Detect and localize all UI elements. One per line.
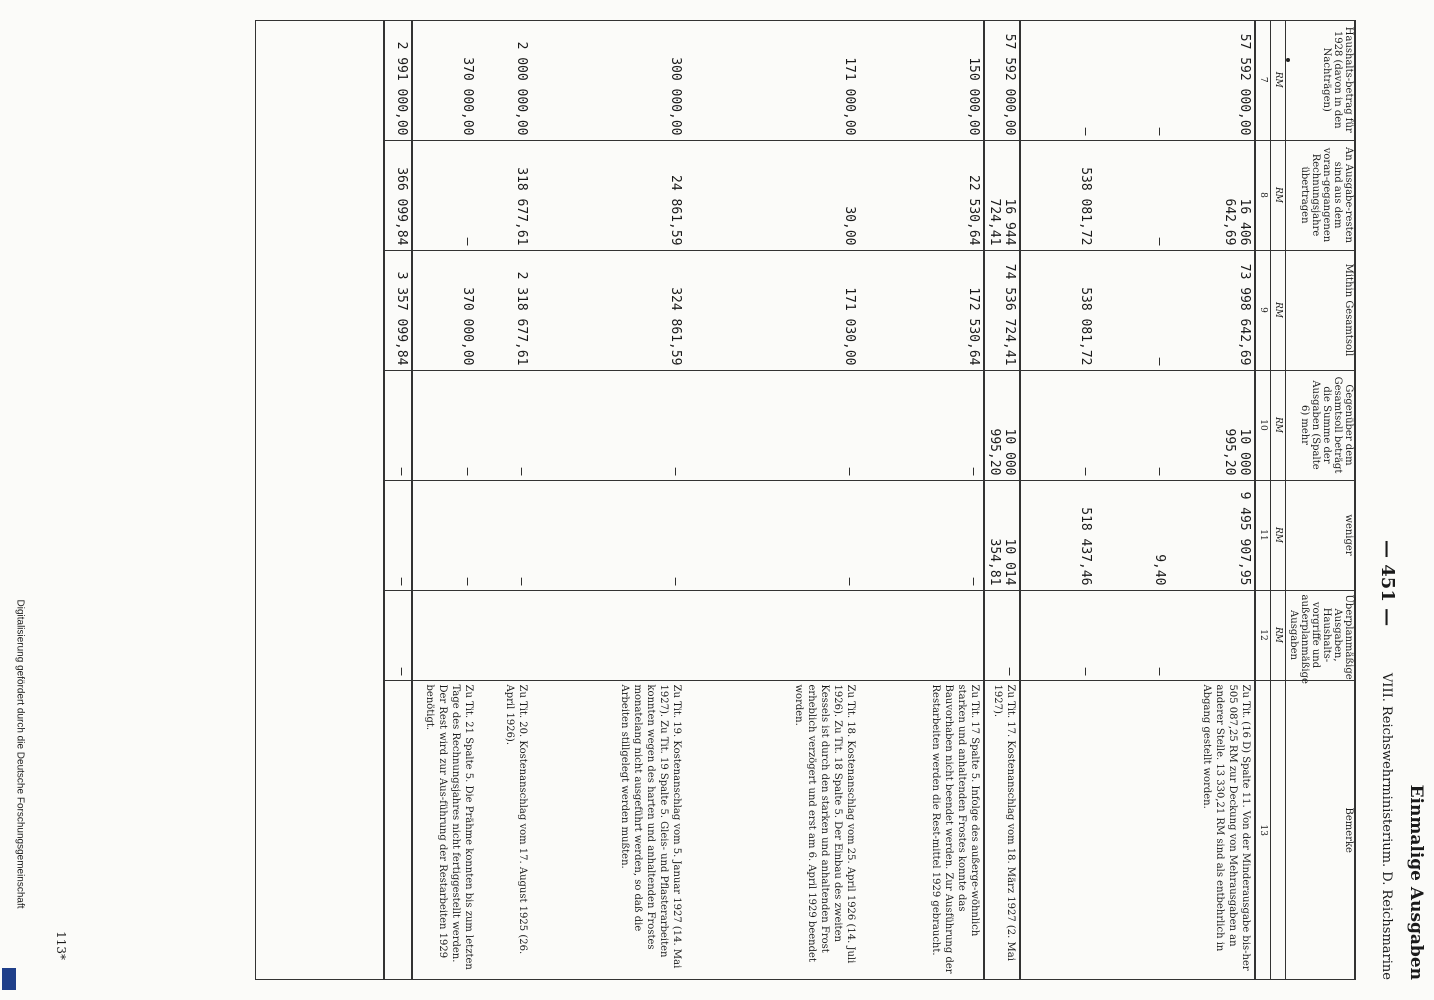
cell-c9: 172 530,64 xyxy=(859,250,984,370)
cell-c9: 2 318 677,61 xyxy=(477,250,531,370)
cell-c7: 2 000 000,00 xyxy=(477,20,531,140)
cell-c9: — xyxy=(1095,250,1169,370)
cell-c10: 10 000 995,20 xyxy=(1169,370,1255,480)
cell-c7: 171 000,00 xyxy=(685,20,859,140)
unit-10: RM xyxy=(1271,370,1286,480)
cell-c8: 16 406 642,69 xyxy=(1169,140,1255,250)
cell-remark: Zu Tit. (16 D) Spalte 11. Von der Minderausgabe bis-her 505 087,25 RM zur Deckung von Mehrausgaben an anderer Stelle. 13 330,21 RM sind als entbehrlich in Abgang gestellt worden. xyxy=(1201,684,1251,971)
cell-remark: Zu Tit. 19. Kostenanschlag vom 5. Januar 1927 (14. Mai 1927). Zu Tit. 19 Spalte 5. Gleis- und Pflasterarbeiten konnten wegen des harten und anhaltenden Frostes monatelang nicht ausgeführt werden, so daß die Arbeiten stillgelegt werden mußten. xyxy=(619,684,682,969)
cell-c8: 318 677,61 xyxy=(477,140,531,250)
cell-c11: — xyxy=(531,480,685,590)
cell-c8: 24 861,59 xyxy=(531,140,685,250)
cell-c10: — xyxy=(412,370,477,480)
unit-8: RM xyxy=(1271,140,1286,250)
table-row xyxy=(1169,20,1255,980)
page-number: 113* xyxy=(54,931,68,960)
table-units-row xyxy=(1271,20,1286,980)
cell-c11: — xyxy=(384,480,412,590)
cell-c12 xyxy=(859,590,984,680)
cell-c11: — xyxy=(685,480,859,590)
table-row xyxy=(412,20,477,980)
cell-c9: 74 536 724,41 xyxy=(984,250,1020,370)
table-sum-row xyxy=(384,20,412,980)
cell-c7: 57 592 000,00 xyxy=(1169,20,1255,140)
cell-c12 xyxy=(477,590,531,680)
cell-c7: — xyxy=(1095,20,1169,140)
cell-c9: 3 357 099,84 xyxy=(384,250,412,370)
page-subheader xyxy=(1376,20,1398,980)
dfg-logo xyxy=(2,968,16,990)
colnum-11: 11 xyxy=(1255,480,1271,590)
cell-c12: — xyxy=(384,590,412,680)
table-colnum-row xyxy=(1255,20,1271,980)
unit-13 xyxy=(1271,680,1286,980)
unit-12: RM xyxy=(1271,590,1286,680)
col-header-9: Mithin Gesamtsoll xyxy=(1286,250,1357,370)
cell-remark xyxy=(1095,680,1169,980)
cell-c7: — xyxy=(1020,20,1095,140)
cell-remark: Zu Tit. 17 Spalte 5. Infolge des außerge-wöhnlich starken und anhaltenden Frostes konnte das Bauvorhaben nicht beendet werden. Zur Ausführung der Restarbeiten werden die Rest-mittel 1929 gebraucht. xyxy=(930,684,980,974)
cell-remark xyxy=(1020,680,1095,980)
cell-c9: 73 998 642,69 xyxy=(1169,250,1255,370)
cell-c12: — xyxy=(1020,590,1095,680)
table-sum-row xyxy=(984,20,1020,980)
col-header-8: An Ausgabe-resten sind aus dem voran-gegangenen Rechnungsjahre übertragen xyxy=(1286,140,1357,250)
cell-remark: Zu Tit. 18. Kostenanschlag vom 25. April 1926 (14. Juli 1926). Zu Tit. 18 Spalte 5. Der Einbau des zweiten Kessels ist durch den starken und anhaltenden Frost erheblich verzögert und erst am 6. April 1929 beendet worden. xyxy=(793,684,856,964)
colnum-13: 13 xyxy=(1255,680,1271,980)
colnum-7: 7 xyxy=(1255,20,1271,140)
cell-c12 xyxy=(531,590,685,680)
cell-c8: 30,00 xyxy=(685,140,859,250)
cell-c12: — xyxy=(1095,590,1169,680)
cell-c9: 171 030,00 xyxy=(685,250,859,370)
col-header-12: Überplanmäßige Ausgaben, Haushalts-vorgriffe und außerplanmäßige Ausgaben xyxy=(1286,590,1357,680)
cell-c7: 57 592 000,00 xyxy=(984,20,1020,140)
table-row xyxy=(859,20,984,980)
cell-c12 xyxy=(685,590,859,680)
cell-c8: — xyxy=(412,140,477,250)
cell-c11: 9,40 xyxy=(1095,480,1169,590)
cell-c9: 538 081,72 xyxy=(1020,250,1095,370)
cell-c11: 10 014 354,81 xyxy=(984,480,1020,590)
digitization-credit xyxy=(8,599,26,990)
table-row xyxy=(1095,20,1169,980)
cell-c8: 16 944 724,41 xyxy=(984,140,1020,250)
cell-c12 xyxy=(1169,590,1255,680)
cell-c8: 366 099,84 xyxy=(384,140,412,250)
cell-c11: — xyxy=(412,480,477,590)
cell-c9: 370 000,00 xyxy=(412,250,477,370)
credit-text: Digitalisierung gefördert durch die Deutsche Forschungsgemeinschaft xyxy=(14,599,26,909)
cell-c10: — xyxy=(1095,370,1169,480)
col-header-11: weniger xyxy=(1286,480,1357,590)
unit-9: RM xyxy=(1271,250,1286,370)
cell-c7: 150 000,00 xyxy=(859,20,984,140)
table-row xyxy=(531,20,685,980)
table-row xyxy=(477,20,531,980)
cell-c11: 9 495 907,95 xyxy=(1169,480,1255,590)
cell-c7: 370 000,00 xyxy=(412,20,477,140)
cell-c10: — xyxy=(477,370,531,480)
cell-c9: 324 861,59 xyxy=(531,250,685,370)
cell-c11: — xyxy=(859,480,984,590)
cell-c12: — xyxy=(984,590,1020,680)
colnum-9: 9 xyxy=(1255,250,1271,370)
col-header-7: Haushalts-betrag für 1928 (davon in den Nachträgen) xyxy=(1286,20,1357,140)
col-header-10: Gegenüber dem Gesamtsoll beträgt die Summe der Ausgaben (Spalte 6) mehr xyxy=(1286,370,1357,480)
budget-table xyxy=(383,20,1356,980)
page-header-number: — 451 — xyxy=(1377,540,1398,627)
cell-remark xyxy=(384,680,412,980)
cell-c10: — xyxy=(384,370,412,480)
table-row xyxy=(1020,20,1095,980)
cell-c11: 518 437,46 xyxy=(1020,480,1095,590)
cell-c10: — xyxy=(685,370,859,480)
cell-c10: — xyxy=(859,370,984,480)
cell-c8: 22 530,64 xyxy=(859,140,984,250)
table-header-row xyxy=(1286,20,1357,980)
page-title: Einmalige Ausgaben xyxy=(1406,784,1426,980)
col-header-13: Bemerke xyxy=(1286,680,1357,980)
colnum-8: 8 xyxy=(1255,140,1271,250)
cell-c12 xyxy=(412,590,477,680)
cell-c11: — xyxy=(477,480,531,590)
cell-remark: Zu Tit. 20. Kostenanschlag vom 17. August 1925 (26. April 1926). xyxy=(504,684,528,955)
cell-c10: — xyxy=(531,370,685,480)
cell-c10: — xyxy=(1020,370,1095,480)
unit-7: RM xyxy=(1271,20,1286,140)
cell-c7: 2 991 000,00 xyxy=(384,20,412,140)
cell-c8: 538 081,72 xyxy=(1020,140,1095,250)
cell-remark: Zu Tit. 21 Spalte 5. Die Prähme konnten bis zum letzten Tage des Rechnungsjahres nicht fertiggestellt werden. Der Rest wird zur Aus-führung der Restarbeiten 1929 benötigt. xyxy=(424,684,474,970)
unit-11: RM xyxy=(1271,480,1286,590)
table-row xyxy=(685,20,859,980)
colnum-12: 12 xyxy=(1255,590,1271,680)
cell-remark: Zu Tit. 17. Kostenanschlag vom 18. März 1927 (2. Mai 1927). xyxy=(984,680,1020,980)
cell-c10: 10 000 995,20 xyxy=(984,370,1020,480)
colnum-10: 10 xyxy=(1255,370,1271,480)
section-title: VIII. Reichswehrministerium. D. Reichsmarine xyxy=(1379,672,1394,980)
cell-c7: 300 000,00 xyxy=(531,20,685,140)
cell-c8: — xyxy=(1095,140,1169,250)
